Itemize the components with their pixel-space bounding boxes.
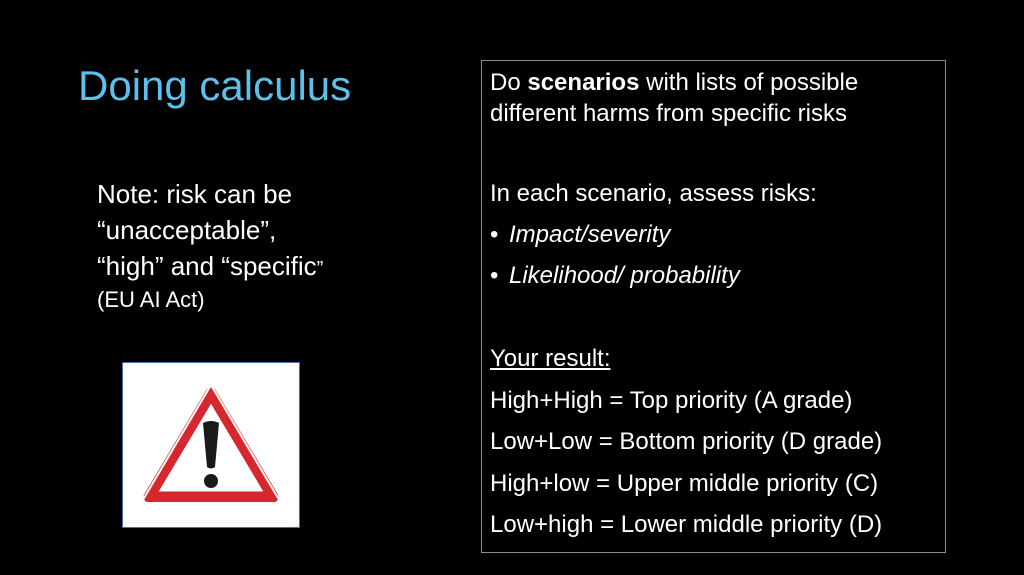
note-line-3-main: “high” and “specific xyxy=(97,251,317,281)
slide-title: Doing calculus xyxy=(78,62,352,109)
assess-heading: In each scenario, assess risks: xyxy=(490,180,817,207)
bullet-dot-icon: • xyxy=(490,262,499,289)
result-heading: Your result: xyxy=(490,345,611,372)
warning-triangle-icon xyxy=(123,363,299,527)
bullet-text: Impact/severity xyxy=(509,221,671,248)
note-line-3-quote: ” xyxy=(316,258,324,280)
result-line: Low+Low = Bottom priority (D grade) xyxy=(490,428,883,455)
bullet-dot-icon: • xyxy=(490,221,499,248)
result-line: High+low = Upper middle priority (C) xyxy=(490,470,879,497)
note-line-3 xyxy=(97,248,427,287)
note-text xyxy=(97,176,427,313)
bullet-text: Likelihood/ probability xyxy=(509,262,740,289)
note-source: (EU AI Act) xyxy=(97,287,205,312)
note-line-2: “unacceptable”, xyxy=(97,215,277,245)
intro-text xyxy=(490,67,930,129)
result-line: Low+high = Lower middle priority (D) xyxy=(490,511,883,538)
bullet-item xyxy=(490,221,670,249)
bullet-item xyxy=(490,262,740,290)
intro-suffix: with lists of possible different harms from specific risks xyxy=(490,69,859,127)
note-line-1: Note: risk can be xyxy=(97,179,293,209)
intro-bold-scenarios: scenarios xyxy=(527,69,640,96)
intro-prefix: Do xyxy=(490,69,528,96)
result-line: High+High = Top priority (A grade) xyxy=(490,387,853,414)
warning-image xyxy=(122,362,300,528)
content-panel xyxy=(481,60,946,553)
